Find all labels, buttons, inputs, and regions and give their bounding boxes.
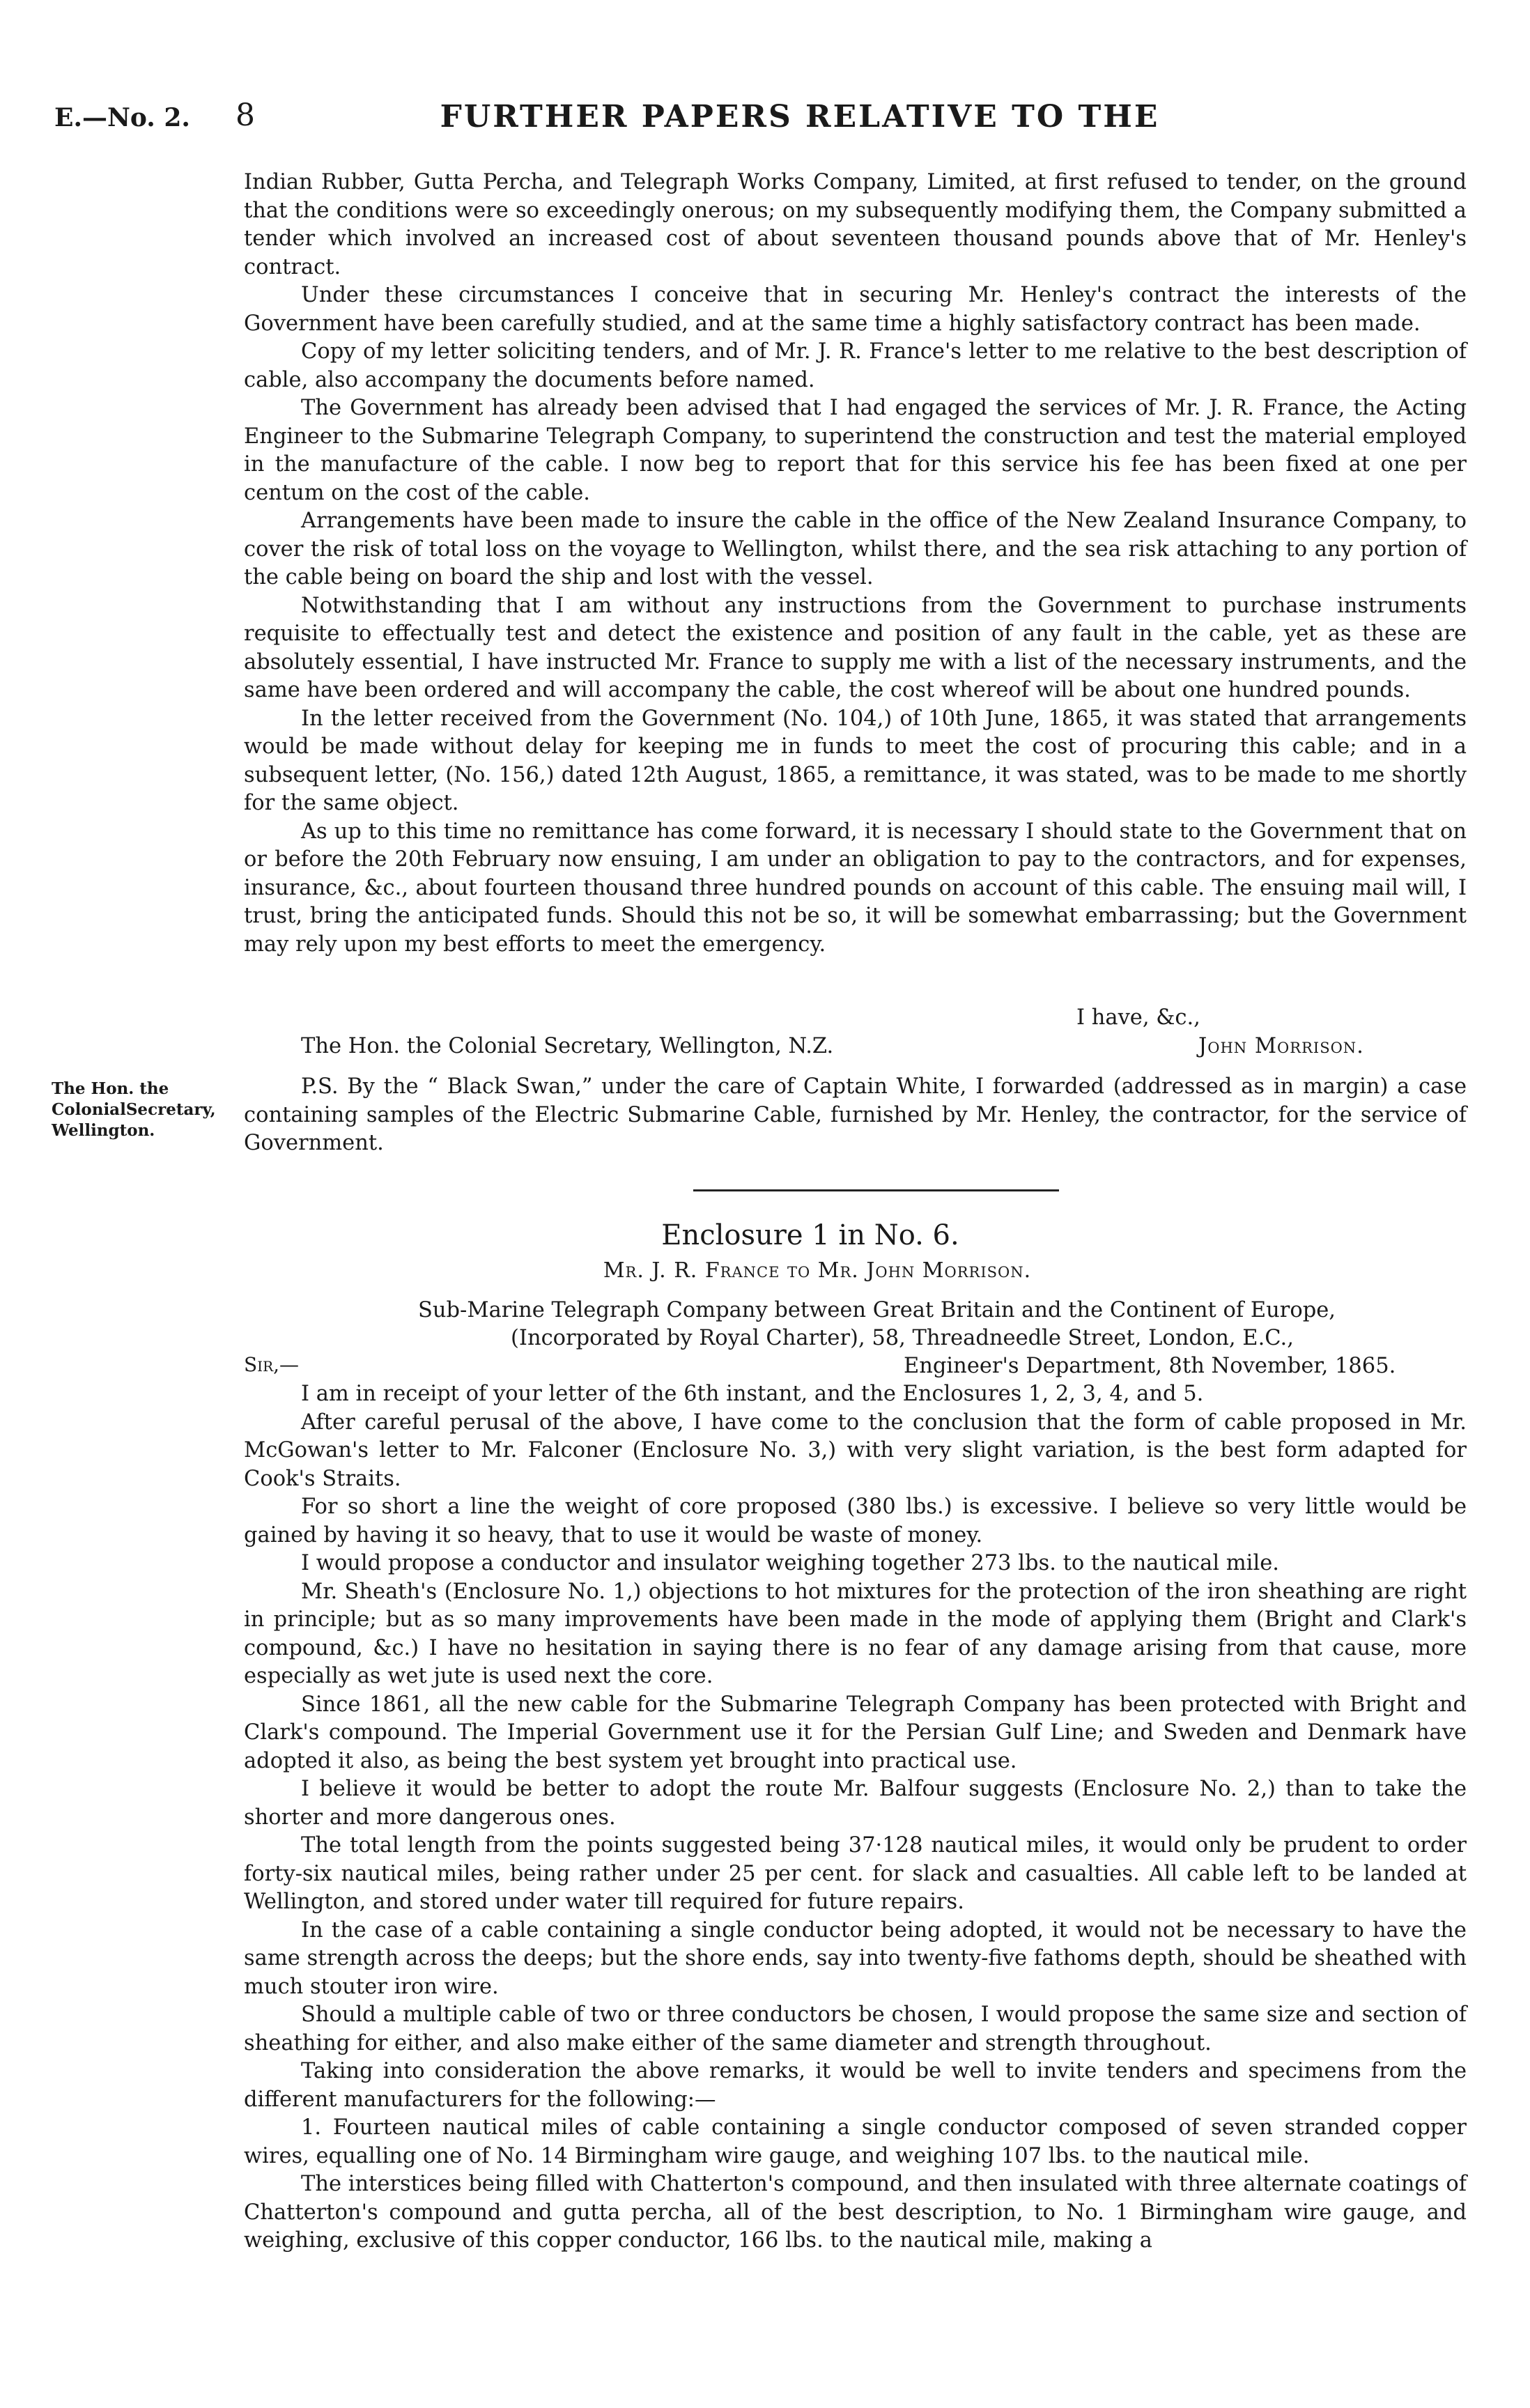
salutation: Sir,— <box>244 1353 300 1376</box>
signature: John Morrison. <box>1198 1034 1364 1058</box>
letterhead-line: (Incorporated by Royal Charter), 58, Threadneedle Street, London, E.C., <box>511 1326 1294 1350</box>
section-divider <box>693 1189 1059 1191</box>
letterhead-line: Engineer's Department, 8th November, 1865. <box>904 1354 1396 1378</box>
letter-body <box>244 169 1467 959</box>
enclosure-paragraph: In the case of a cable containing a single conductor being adopted, it would not be necessary to have the same strength across the deeps; but the shore ends, say into twenty-five fathoms depth, should be sheathed with much stouter iron wire. <box>244 1917 1467 1999</box>
enclosure-paragraph: I believe it would be better to adopt the route Mr. Balfour suggests (Enclosure No. 2,) than to take the shorter and more dangerous ones. <box>244 1777 1467 1830</box>
enclosure-paragraph: I am in receipt of your letter of the 6th instant, and the Enclosures 1, 2, 3, 4, and 5. <box>301 1382 1204 1406</box>
enclosure-paragraph: I would propose a conductor and insulator weighing together 273 lbs. to the nautical mile. <box>301 1551 1279 1575</box>
enclosure-paragraph: Taking into consideration the above remarks, it would be well to invite tenders and specimens from the different manufacturers for the following:— <box>244 2059 1467 2112</box>
letter-paragraph: Indian Rubber, Gutta Percha, and Telegraph Works Company, Limited, at first refused to tender, on the ground that the conditions were so exceedingly onerous; on my subsequently modifying them, the Company submitted a tender which involved an increased cost of about seventeen thousand pounds above that of Mr. Henley's contract. <box>244 170 1467 279</box>
letter-paragraph: Notwithstanding that I am without any instructions from the Government to purchase instruments requisite to effectually test and detect the existence and position of any fault in the cable, yet as these are absolutely essential, I have instructed Mr. France to supply me with a list of the necessary instruments, and the same have been ordered and will accompany the cable, the cost whereof will be about one hundred pounds. <box>244 593 1467 702</box>
letter-paragraph: In the letter received from the Government (No. 104,) of 10th June, 1865, it was stated that arrangements would be made without delay for keeping me in funds to meet the cost of procuring this cable; and in a subsequent letter, (No. 156,) dated 12th August, 1865, a remittance, it was stated, was to be made to me shortly for the same object. <box>244 706 1467 815</box>
page-header <box>54 98 1441 141</box>
enclosure-heading-text: Enclosure 1 in No. 6. <box>661 1219 959 1251</box>
running-title <box>54 99 1441 134</box>
enclosure-list-item: 1. Fourteen nautical miles of cable containing a single conductor composed of seven stranded copper wires, equalling one of No. 14 Birmingham wire gauge, and weighing 107 lbs. to the nautical mile. <box>244 2115 1467 2168</box>
enclosure-paragraph: The total length from the points suggested being 37·128 nautical miles, it would only be prudent to order forty-six nautical miles, being rather under 25 per cent. for slack and casualties. All cable left to be landed at Wellington, and stored under water till required for future repairs. <box>244 1833 1467 1914</box>
margin-note-line: The Hon. the <box>52 1079 169 1098</box>
running-title-text: FURTHER PAPERS RELATIVE TO THE <box>440 99 1160 134</box>
enclosure-subheading-text: Mr. J. R. France to Mr. John Morrison. <box>603 1258 1032 1283</box>
postscript-text: P.S. By the “ Black Swan,” under the care of Captain White, I forwarded (addressed as in margin) a case containing samples of the Electric Submarine Cable, furnished by Mr. Henley, the contractor, for the service of Government. <box>244 1074 1467 1155</box>
enclosure-subheading <box>0 1258 1530 1283</box>
enclosure-paragraph: After careful perusal of the above, I have come to the conclusion that the form of cable proposed in Mr. McGowan's letter to Mr. Falconer (Enclosure No. 3,) with very slight variation, is the best form adapted for Cook's Straits. <box>244 1410 1467 1491</box>
enclosure-heading <box>0 1219 1530 1251</box>
margin-note <box>52 1079 247 1141</box>
enclosure-body <box>244 1380 1467 2255</box>
letter-paragraph: The Government has already been advised that I had engaged the services of Mr. J. R. France, the Acting Engineer to the Submarine Telegraph Company, to superintend the construction and test the material employed in the manufacture of the cable. I now beg to report that for this service his fee has been fixed at one per centum on the cost of the cable. <box>244 396 1467 505</box>
letter-paragraph: Copy of my letter soliciting tenders, and of Mr. J. R. France's letter to me relative to the best description of cable, also accompany the documents before named. <box>244 339 1467 392</box>
enclosure-paragraph: The interstices being filled with Chatterton's compound, and then insulated with three alternate coatings of Chatterton's compound and gutta percha, all of the best description, to No. 1 Birmingham wire gauge, and weighing, exclusive of this copper conductor, 166 lbs. to the nautical mile, making a <box>244 2172 1467 2253</box>
margin-note-line: Wellington. <box>52 1121 155 1140</box>
margin-note-line: ColonialSecretary, <box>52 1100 216 1119</box>
enclosure-paragraph: For so short a line the weight of core proposed (380 lbs.) is excessive. I believe so very little would be gained by having it so heavy, that to use it would be waste of money. <box>244 1495 1467 1548</box>
page-number: 8 <box>235 98 255 133</box>
letterhead-line: Sub-Marine Telegraph Company between Great Britain and the Continent of Europe, <box>418 1298 1336 1322</box>
letter-paragraph: As up to this time no remittance has come forward, it is necessary I should state to the Government that on or before the 20th February now ensuing, I am under an obligation to pay to the contractors, and for expenses, insurance, &c., about fourteen thousand three hundred pounds on account of this cable. The ensuing mail will, I trust, bring the anticipated funds. Should this not be so, it will be somewhat embarrassing; but the Government may rely upon my best efforts to meet the emergency. <box>244 819 1467 957</box>
postscript <box>244 1073 1467 1158</box>
letter-paragraph: Under these circumstances I conceive that in securing Mr. Henley's contract the interests of the Government have been carefully studied, and at the same time a highly satisfactory contract has been made. <box>244 283 1467 336</box>
closing-phrase: I have, &c., <box>1076 1005 1200 1030</box>
enclosure-paragraph: Should a multiple cable of two or three conductors be chosen, I would propose the same size and section of sheathing for either, and also make either of the same diameter and strength throughout. <box>244 2002 1467 2055</box>
addressee: The Hon. the Colonial Secretary, Wellington, N.Z. <box>301 1034 834 1058</box>
document-reference: E.—No. 2. <box>54 103 190 132</box>
enclosure-paragraph: Mr. Sheath's (Enclosure No. 1,) objections to hot mixtures for the protection of the iron sheathing are right in principle; but as so many improvements have been made in the mode of applying them (Bright and Clark's compound, &c.) I have no hesitation in saying there is no fear of any damage arising from that cause, more especially as wet jute is used next the core. <box>244 1579 1467 1688</box>
enclosure-paragraph: Since 1861, all the new cable for the Submarine Telegraph Company has been protected with Bright and Clark's compound. The Imperial Government use it for the Persian Gulf Line; and Sweden and Denmark have adopted it also, as being the best system yet brought into practical use. <box>244 1692 1467 1773</box>
letter-paragraph: Arrangements have been made to insure the cable in the office of the New Zealand Insurance Company, to cover the risk of total loss on the voyage to Wellington, whilst there, and the sea risk attaching to any portion of the cable being on board the ship and lost with the vessel. <box>244 509 1467 589</box>
